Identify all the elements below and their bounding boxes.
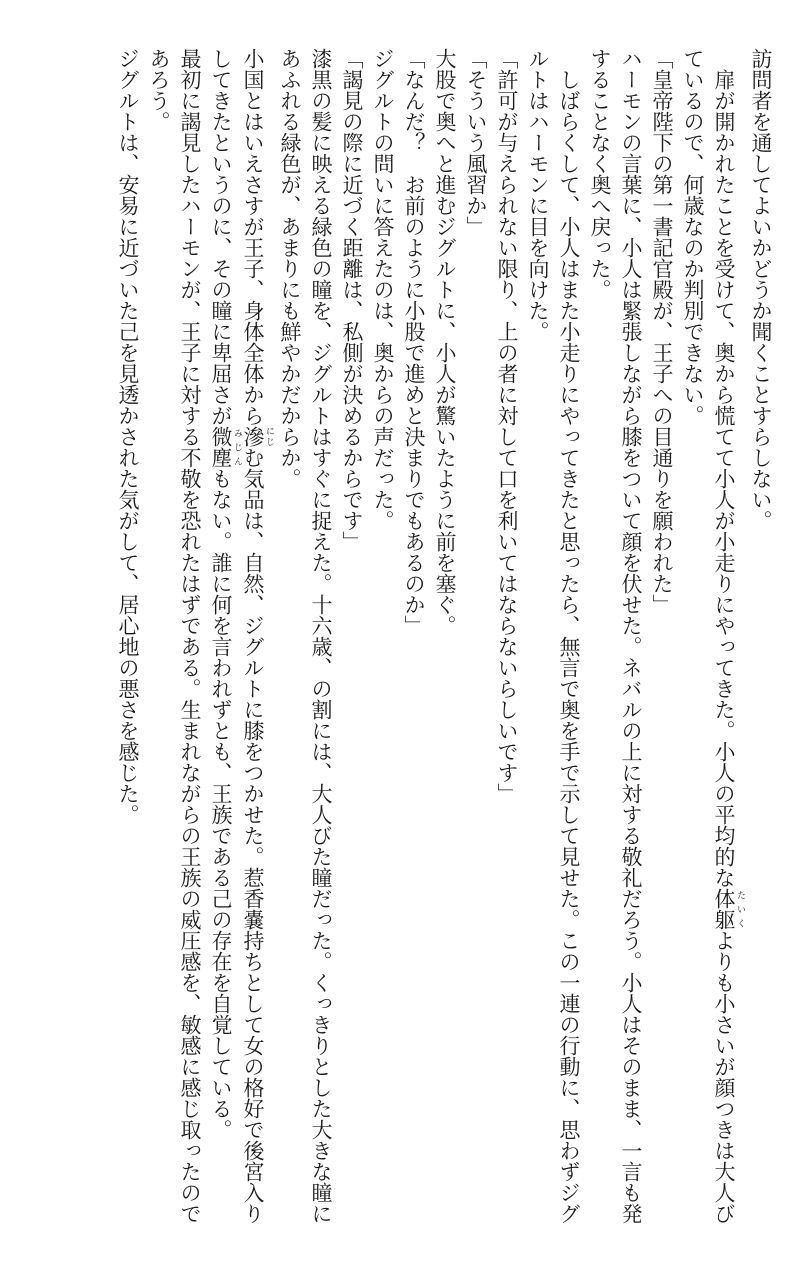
paragraph — [143, 48, 205, 1228]
ruby-annotation — [241, 426, 274, 447]
ruby-reading: たいく — [735, 888, 745, 930]
paragraph — [205, 48, 274, 1228]
paragraph — [745, 48, 776, 1228]
ruby-base: 微塵 — [209, 426, 233, 468]
paragraph — [677, 48, 745, 1228]
ruby-annotation — [712, 888, 745, 930]
paragraph — [112, 48, 143, 1228]
paragraph-text: 「なんだ？ お前のように小股で進めと決まりでもあるのか」 — [402, 48, 426, 636]
paragraph-text: ジグルトは、安易に近づいた己を見透かされた気がして、居心地の悪さを感じた。 — [116, 48, 140, 825]
paragraph-text: 小国とはいえさすが王子、身体全体から — [241, 48, 265, 426]
paragraph — [460, 48, 491, 1228]
paragraph — [491, 48, 522, 1228]
paragraph-text: 漆黒の髪に映える緑色の瞳を、ジグルトはすぐに捉えた。十六歳、の割には、大人びた瞳だった。くっきりとした大きな瞳にあふれる緑色が、あまりにも鮮やかだからか。 — [278, 48, 333, 1224]
paragraph-text: 最初に謁見したハーモンが、王子に対する不敬を恐れたはずである。生まれながらの王族の威圧感を、敏感に感じ取ったのであろう。 — [147, 48, 202, 1224]
ruby-reading: にじ — [264, 426, 274, 447]
paragraph-text: 訪問者を通してよいかどうか聞くことすらしない。 — [749, 48, 773, 531]
paragraph — [584, 48, 646, 1228]
paragraph-text: もない。誰に何を言われずとも、王族である己の存在を自覚している。 — [209, 468, 233, 1140]
paragraph-text: 「謁見の際に近づく距離は、私側が決めるからです」 — [340, 48, 364, 552]
paragraph-text: 「そういう風習か」 — [464, 48, 488, 237]
vertical-text-body — [16, 48, 776, 1228]
paragraph-text: む気品は、自然、ジグルトに膝をつかせた。惹香嚢持ちとして女の格好で後宮入りしてきたというのに、その瞳に卑屈さが — [209, 48, 265, 1224]
paragraph — [398, 48, 429, 1228]
paragraph-text: 「皇帝陛下の第一書記官殿が、王子への目通りを願われた」 — [650, 48, 674, 615]
paragraph — [367, 48, 398, 1228]
paragraph-text: 「許可が与えられない限り、上の者に対して口を利いてはならないらしいです」 — [495, 48, 519, 804]
ruby-base: 滲 — [241, 426, 265, 447]
paragraph — [522, 48, 584, 1228]
ruby-reading: みじん — [232, 426, 242, 468]
paragraph — [429, 48, 460, 1228]
paragraph-text: ジグルトの問いに答えたのは、奥からの声だった。 — [371, 48, 395, 531]
paragraph — [336, 48, 367, 1228]
paragraph-text: 扉が開かれたことを受けて、奥から慌てて小人が小走りにやってきた。小人の平均的な — [712, 69, 736, 888]
paragraph — [274, 48, 336, 1228]
paragraph-text: 大股で奥へと進むジグルトに、小人が驚いたように前を塞ぐ。 — [433, 48, 457, 636]
paragraph-text: しばらくして、小人はまた小走りにやってきたと思ったら、無言で奥を手で示して見せた。この一連の行動に、思わずジグルトはハーモンに目を向けた。 — [526, 48, 581, 1224]
paragraph-text: ハーモンの言葉に、小人は緊張しながら膝をついて顔を伏せた。ネバルの上に対する敬礼だろう。小人はそのまま、一言も発することなく奥へ戻った。 — [588, 48, 643, 1224]
paragraph — [646, 48, 677, 1228]
ruby-annotation — [209, 426, 242, 468]
ruby-base: 体躯 — [712, 888, 736, 930]
paragraph-text: よりも小さいが顔つきは大人びているので、何歳なのか判別できない。 — [681, 48, 736, 1224]
